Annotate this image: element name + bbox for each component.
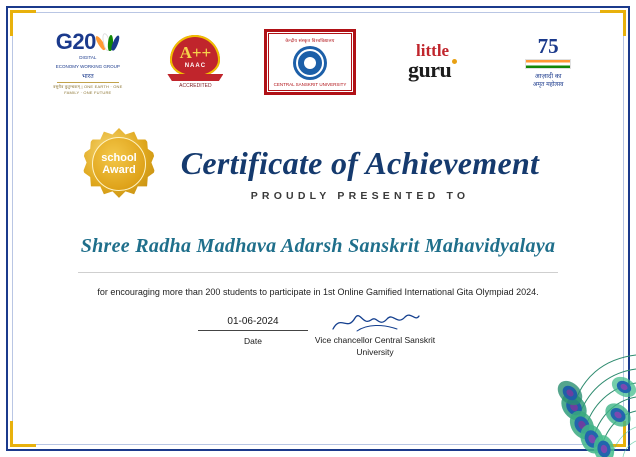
naac-caption: ACCREDITED	[179, 83, 212, 89]
school-award-seal	[83, 128, 155, 200]
little-guru-line2: guru	[407, 57, 452, 82]
little-guru-dot-icon	[452, 59, 457, 64]
signature-block	[300, 310, 450, 359]
little-guru-line1: little	[416, 41, 450, 60]
date-caption: Date	[244, 336, 262, 346]
g20-hindi-text: भारत	[81, 73, 94, 80]
certificate-title: Certificate of Achievement	[180, 145, 540, 181]
g20-subtitle-line2: ECONOMY WORKING GROUP	[55, 64, 120, 69]
recipient-name: Shree Radha Madhava Adarsh Sanskrit Mahavidyalaya	[80, 235, 556, 257]
indian-flag-icon	[525, 59, 571, 69]
recipient-underline	[78, 272, 558, 273]
csu-frame	[268, 33, 352, 91]
date-block	[198, 316, 308, 347]
naac-ribbon	[167, 74, 223, 81]
naac-logo	[164, 35, 226, 89]
naac-grade: A++	[179, 42, 212, 62]
azadi-ka-amrit-mahotsav-logo	[509, 36, 587, 88]
signature-caption-line1: Vice chancellor Central Sanskrit	[314, 335, 436, 345]
g20-divider	[57, 82, 119, 83]
azadi-hindi-text: आज़ादी का	[534, 73, 562, 80]
logo-strip	[30, 26, 606, 98]
date-value: 01-06-2024	[227, 316, 279, 327]
little-guru-line2-wrap	[408, 59, 457, 82]
date-line	[198, 330, 308, 331]
certificate-body-text: for encouraging more than 200 students to participate in 1st Online Gamified International Gita Olympiad 2024.	[97, 287, 539, 297]
g20-wordmark	[56, 29, 120, 53]
g20-tagline: वसुधैव कुटुम्बकम् | ONE EARTH · ONE FAMILY · ONE FUTURE	[53, 83, 123, 95]
seal-text-line1: school	[101, 151, 137, 164]
naac-badge-icon	[170, 35, 220, 77]
certificate-subtitle: PROUDLY PRESENTED TO	[250, 190, 470, 202]
azadi-subtitle: अमृत महोत्सव	[532, 82, 564, 88]
corner-ornament-bottom-left	[10, 421, 36, 447]
g20-logo	[49, 29, 127, 95]
g20-lotus-icon	[98, 29, 120, 53]
signature-mark-icon	[300, 310, 450, 334]
seal-text-line2: Award	[102, 164, 136, 176]
seal-center	[92, 137, 146, 191]
csu-bottom-text: CENTRAL SANSKRIT UNIVERSITY	[273, 81, 347, 87]
g20-logo-text: G20	[55, 29, 96, 55]
naac-label: NAAC	[184, 62, 207, 69]
g20-subtitle-line1: DIGITAL	[79, 55, 97, 61]
little-guru-logo	[394, 42, 472, 82]
csu-top-text: केन्द्रीय संस्कृत विश्वविद्यालय	[285, 37, 335, 43]
signature-caption-line2: University	[356, 347, 394, 358]
corner-ornament-bottom-right	[600, 421, 626, 447]
csu-emblem-icon	[293, 46, 327, 80]
azadi-number: 75	[537, 34, 559, 58]
central-sanskrit-university-logo	[264, 29, 356, 95]
